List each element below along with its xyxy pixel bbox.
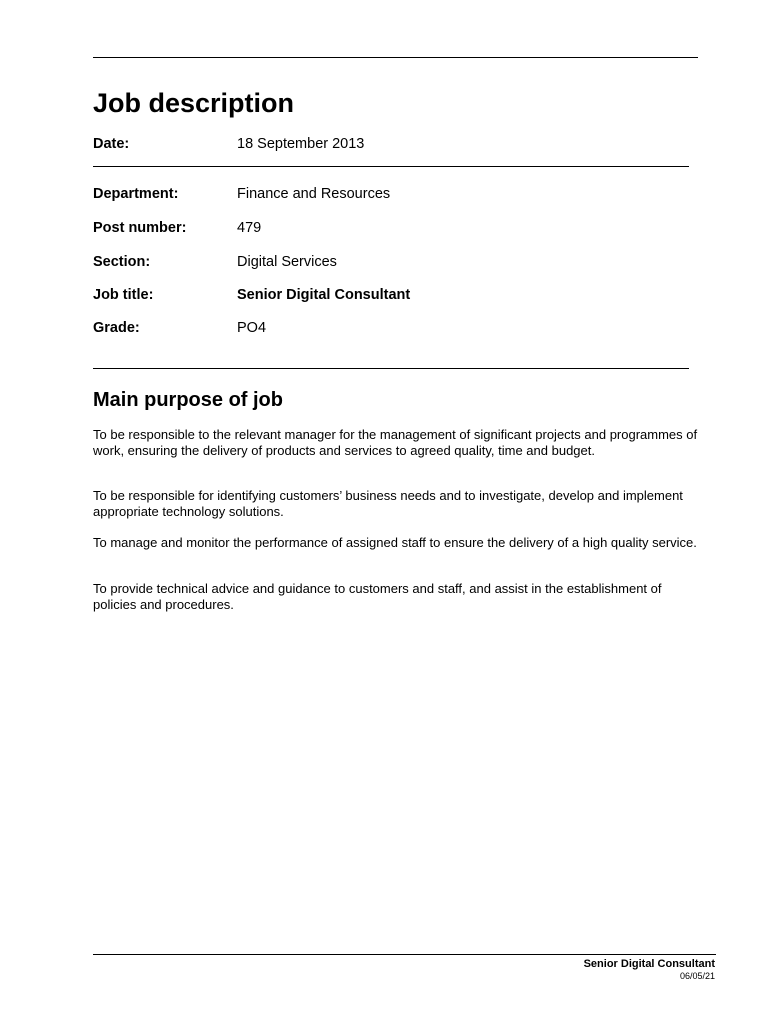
post-number-value: 479 bbox=[237, 220, 262, 236]
section-label: Section: bbox=[93, 254, 151, 270]
date-value: 18 September 2013 bbox=[237, 136, 365, 152]
purpose-paragraph: To be responsible to the relevant manager for the management of significant projects and programmes of work, ensuring the delivery of products and services to agreed quality, time and budget. bbox=[93, 427, 698, 458]
page-title: Job description bbox=[93, 88, 295, 118]
section-value: Digital Services bbox=[237, 254, 337, 270]
purpose-paragraph: To manage and monitor the performance of assigned staff to ensure the delivery of a high quality service. bbox=[93, 535, 697, 550]
grade-label: Grade: bbox=[93, 320, 140, 336]
grade-value: PO4 bbox=[237, 320, 267, 336]
post-number-label: Post number: bbox=[93, 220, 187, 236]
date-label: Date: bbox=[93, 136, 130, 152]
job-title-label: Job title: bbox=[93, 287, 154, 303]
job-title-value: Senior Digital Consultant bbox=[237, 287, 411, 303]
department-value: Finance and Resources bbox=[237, 186, 391, 202]
purpose-paragraph: To be responsible for identifying customers’ business needs and to investigate, develop and implement appropriate technology solutions. bbox=[93, 488, 683, 519]
department-label: Department: bbox=[93, 186, 179, 202]
footer-date: 06/05/21 bbox=[679, 971, 715, 981]
footer-divider bbox=[93, 954, 716, 955]
fields-divider bbox=[93, 368, 689, 369]
header-divider bbox=[93, 166, 689, 167]
footer-job-title: Senior Digital Consultant bbox=[583, 958, 715, 970]
main-purpose-heading: Main purpose of job bbox=[93, 389, 283, 411]
top-divider bbox=[93, 57, 698, 58]
purpose-paragraph: To provide technical advice and guidance to customers and staff, and assist in the establishment of policies and procedures. bbox=[93, 581, 662, 612]
